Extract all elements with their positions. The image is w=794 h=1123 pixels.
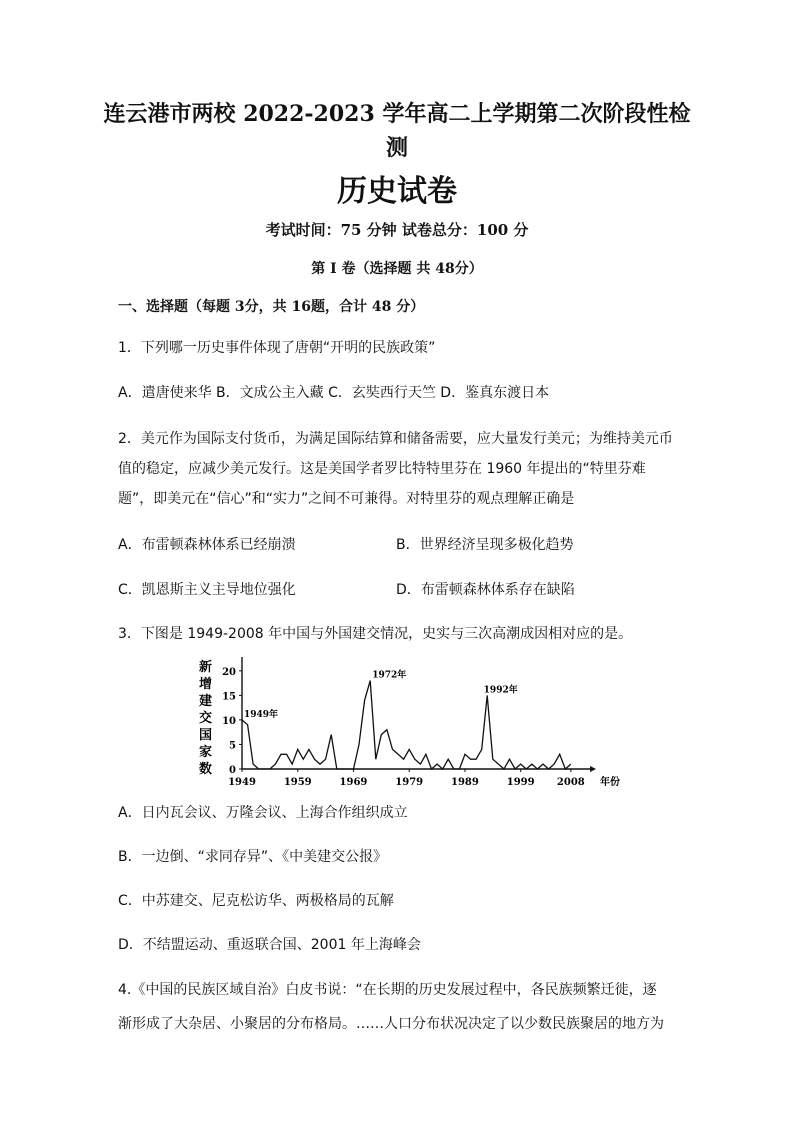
peak-annotation: 1992年 — [483, 685, 518, 696]
question-2-option-b: B．世界经济呈现多极化趋势 — [396, 537, 574, 553]
question-2-option-c: C．凯恩斯主义主导地位强化 — [118, 582, 296, 598]
y-tick-label: 0 — [229, 765, 236, 776]
y-axis-label: 新增建交国家数 — [199, 660, 213, 777]
x-tick-label: 1999 — [506, 777, 535, 788]
question-1-stem: 1．下列哪一历史事件体现了唐朝“开明的民族政策” — [118, 340, 436, 356]
diplomatic-relations-chart — [190, 653, 620, 795]
question-3-option-c: C．中苏建交、尼克松访华、两极格局的瓦解 — [118, 893, 394, 909]
question-1-options: A．遣唐使来华 B．文成公主入藏 C．玄奘西行天竺 D．鉴真东渡日本 — [118, 385, 550, 401]
question-3-option-a: A．日内瓦会议、万隆会议、上海合作组织成立 — [118, 805, 408, 821]
volume-heading: 第 I 卷（选择题 共 48分） — [311, 261, 483, 277]
question-3-stem: 3．下图是 1949-2008 年中国与外国建交情况，史实与三次高潮成因相对应的是。 — [118, 626, 633, 642]
tick-labels — [222, 667, 585, 788]
question-3-option-d: D．不结盟运动、重返联合国、2001 年上海峰会 — [118, 937, 421, 953]
y-tick-label: 20 — [222, 666, 236, 678]
series-line — [242, 681, 571, 769]
y-tick-label: 5 — [229, 740, 236, 752]
question-4-stem-line1: 4.《中国的民族区域自治》白皮书说：“在长期的历史发展过程中，各民族频繁迁徙，逐 — [118, 982, 657, 998]
exam-info: 考试时间：75 分钟 试卷总分：100 分 — [265, 221, 529, 239]
x-tick-label: 1949 — [228, 777, 256, 788]
question-3-option-b: B．一边倒、“求同存异”、《中美建交公报》 — [118, 849, 388, 865]
diplomatic-relations-line — [242, 681, 571, 769]
y-tick-label: 15 — [222, 691, 236, 703]
question-2-stem-line1: 2．美元作为国际支付货币，为满足国际结算和储备需要，应大量发行美元；为维持美元币 — [118, 431, 673, 447]
x-tick-label: 1959 — [283, 777, 312, 788]
annotations — [244, 669, 518, 720]
subject-title: 历史试卷 — [337, 174, 457, 209]
exam-title-line2: 测 — [385, 135, 408, 161]
question-2-stem-line3: 题”，即美元在“信心”和“实力”之间不可兼得。对特里芬的观点理解正确是 — [118, 491, 575, 507]
x-tick-label: 2008 — [556, 777, 585, 788]
peak-annotation: 1972年 — [372, 670, 407, 681]
x-axis-arrow — [590, 766, 596, 772]
exam-title-line1: 连云港市两校 2022-2023 学年高二上学期第二次阶段性检 — [103, 101, 691, 127]
x-tick-label: 1979 — [395, 777, 424, 788]
x-tick-label: 1969 — [339, 777, 368, 788]
peak-annotation: 1949年 — [244, 709, 279, 720]
question-2-option-d: D．布雷顿森林体系存在缺陷 — [396, 582, 575, 598]
question-2-option-a: A．布雷顿森林体系已经崩溃 — [118, 537, 296, 553]
x-tick-label: 1989 — [451, 777, 479, 788]
x-axis-label: 年份 — [600, 777, 620, 788]
question-4-stem-line2: 渐形成了大杂居、小聚居的分布格局。……人口分布状况决定了以少数民族聚居的地方为 — [118, 1016, 664, 1032]
question-2-stem-line2: 值的稳定，应减少美元发行。这是美国学者罗比特特里芬在 1960 年提出的“特里芬难 — [118, 461, 646, 477]
y-tick-label: 10 — [222, 715, 236, 727]
section-heading: 一、选择题（每题 3分，共 16题，合计 48 分） — [118, 299, 425, 315]
